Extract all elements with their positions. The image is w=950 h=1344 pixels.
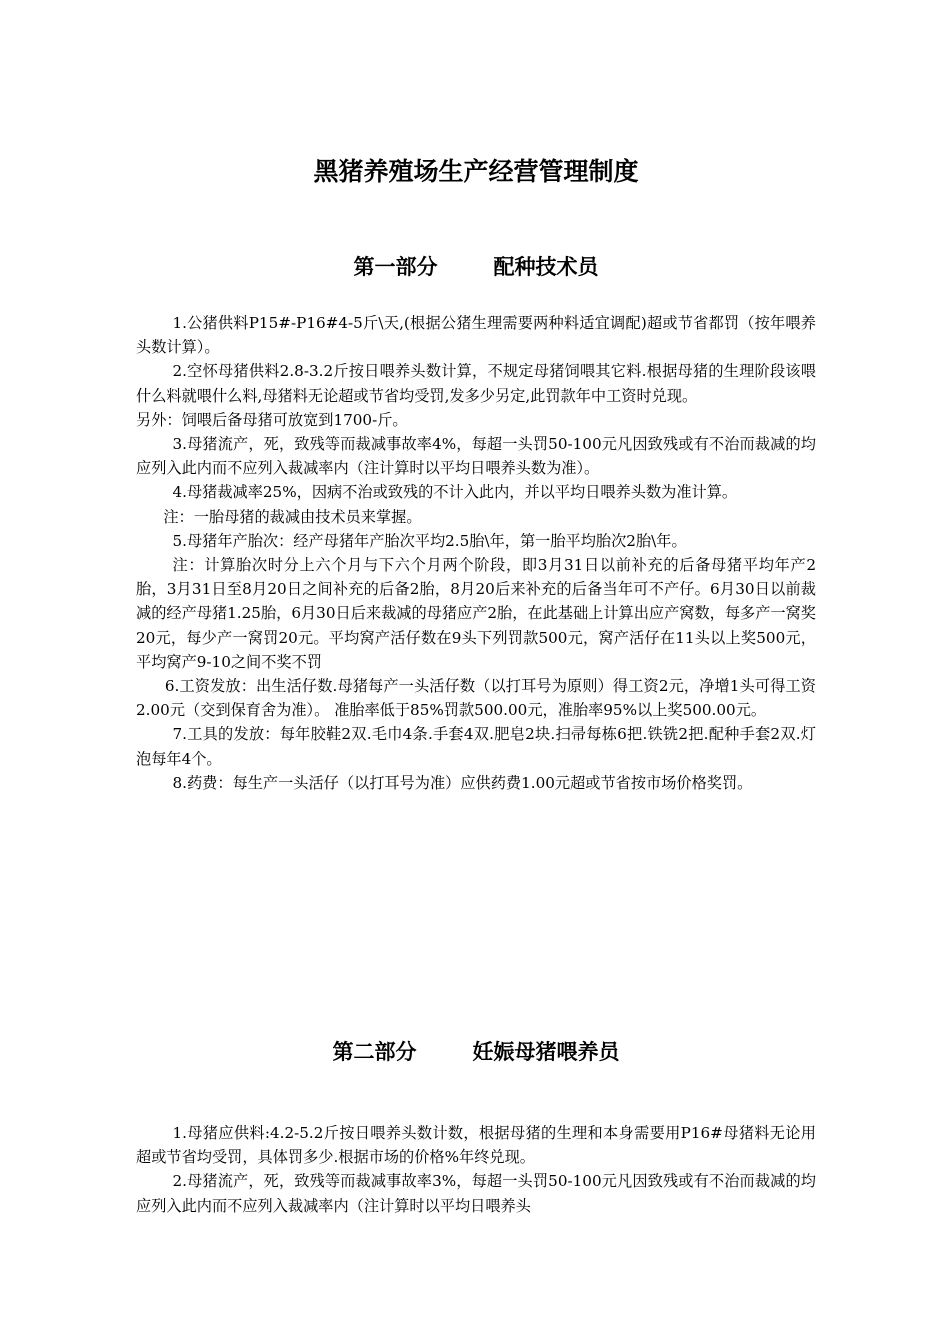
section-1-body [136, 311, 816, 795]
paragraph: 2.母猪流产，死，致残等而裁减事故率3%，每超一头罚50-100元凡因致残或有不治而裁减的均应列入此内而不应列入裁减率内（注计算时以平均日喂养头 [136, 1172, 816, 1215]
paragraph: 4.母猪裁减率25%，因病不治或致残的不计入此内，并以平均日喂养头数为准计算。 [172, 483, 738, 502]
paragraph: 1.公猪供料P15#-P16#4-5斤\天,(根据公猪生理需要两种料适宜调配)超或节省都罚（按年喂养头数计算）。 [136, 314, 816, 357]
paragraph: 5.母猪年产胎次：经产母猪年产胎次平均2.5胎\年，第一胎平均胎次2胎\年。 [172, 531, 687, 550]
paragraph: 6.工资发放：出生活仔数.母猪每产一头活仔数（以打耳号为原则）得工资2元，净增1头可得工资2.00元（交到保育舍为准）。 准胎率低于85%罚款500.00元，准胎率95%以上奖500.00元。 [136, 677, 816, 720]
section-2-part: 第二部分 [332, 1040, 417, 1064]
section-2-name: 妊娠母猪喂养员 [472, 1040, 620, 1064]
section-1-part: 第一部分 [353, 255, 438, 279]
paragraph: 2.空怀母猪供料2.8-3.2斤按日喂养头数计算，不规定母猪饲喂其它料.根据母猪的生理阶段该喂什么料就喂什么料,母猪料无论超或节省均受罚,发多少另定,此罚款年中工资时兑现。 [136, 362, 816, 405]
section-heading-1 [136, 250, 816, 284]
paragraph: 注：计算胎次时分上六个月与下六个月两个阶段，即3月31日以前补充的后备母猪平均年产2胎，3月31日至8月20日之间补充的后备2胎，8月20后来补充的后备当年可不产仔。6月30日以前裁减的经产母猪1.25胎，6月30日后来裁减的母猪应产2胎，在此基础上计算出应产窝数，每多产一窝奖20元，每少产一窝罚20元。平均窝产活仔数在9头下列罚款500元，窝产活仔在11头以上奖500元，平均窝产9-10之间不奖不罚 [136, 556, 816, 671]
paragraph: 7.工具的发放：每年胶鞋2双.毛巾4条.手套4双.肥皂2块.扫帚每栋6把.铁铣2把.配种手套2双.灯泡每年4个。 [136, 725, 816, 768]
paragraph: 8.药费：每生产一头活仔（以打耳号为准）应供药费1.00元超或节省按市场价格奖罚。 [172, 773, 753, 792]
paragraph: 注：一胎母猪的裁减由技术员来掌握。 [163, 507, 422, 526]
paragraph: 3.母猪流产，死，致残等而裁减事故率4%，每超一头罚50-100元凡因致残或有不治而裁减的均应列入此内而不应列入裁减率内（注计算时以平均日喂养头数为准）。 [136, 435, 816, 478]
paragraph: 1.母猪应供料:4.2-5.2斤按日喂养头数计数，根据母猪的生理和本身需要用P16#母猪料无论用超或节省均受罚，具体罚多少.根据市场的价格%年终兑现。 [136, 1124, 816, 1167]
section-2-body [136, 1121, 816, 1218]
paragraph: 另外：饲喂后备母猪可放宽到1700-斤。 [136, 410, 408, 429]
section-heading-2 [136, 1035, 816, 1069]
section-1-name: 配种技术员 [493, 255, 599, 279]
document-title: 黑猪养殖场生产经营管理制度 [313, 157, 639, 186]
